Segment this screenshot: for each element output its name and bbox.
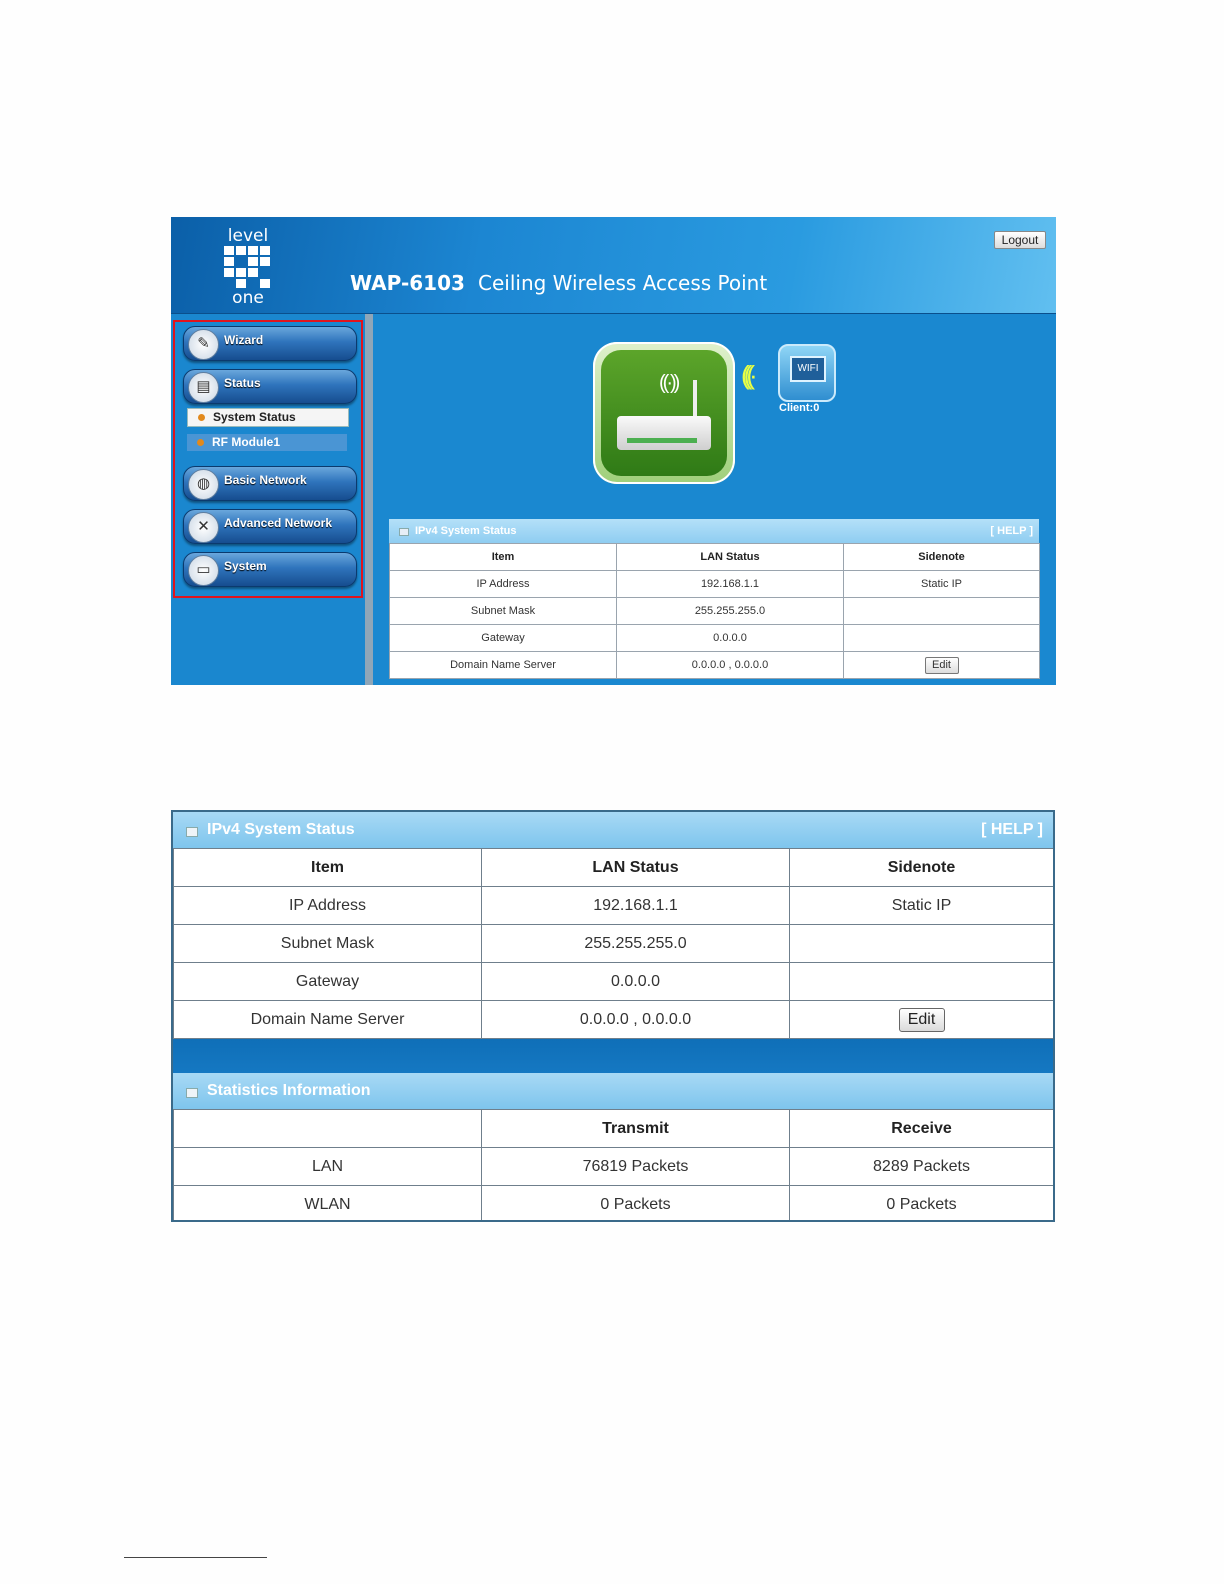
- sidebar-item-system[interactable]: [183, 552, 357, 587]
- help-link[interactable]: [ HELP ]: [981, 821, 1043, 838]
- table-row: [174, 1148, 1054, 1186]
- model-name: WAP-6103: [350, 271, 465, 295]
- table-row: [390, 652, 1040, 679]
- table-row: [390, 598, 1040, 625]
- table-header-row: [174, 1110, 1054, 1148]
- table-cell: 0 Packets: [790, 1186, 1054, 1223]
- bullet-icon: [197, 439, 204, 446]
- sidebar: [171, 314, 373, 685]
- logo-grid: [224, 246, 272, 288]
- ipv4-status-panel-mini: [389, 519, 1039, 679]
- router-admin-screenshot: [171, 217, 1056, 685]
- wifi-label: WIFI: [790, 356, 826, 382]
- table-row: [174, 887, 1054, 925]
- ipv4-panel-header: [173, 812, 1053, 848]
- panel-title: IPv4 System Status: [207, 821, 355, 838]
- column-header: Item: [174, 849, 482, 887]
- table-row: [174, 1001, 1054, 1039]
- table-header-row: [174, 849, 1054, 887]
- column-header: Sidenote: [844, 544, 1040, 571]
- table-cell: Subnet Mask: [174, 925, 482, 963]
- table-row: [390, 571, 1040, 598]
- computer-icon: ▭: [188, 555, 219, 586]
- sidebar-item-status[interactable]: [183, 369, 357, 404]
- table-cell: Static IP: [844, 571, 1040, 598]
- column-header: Sidenote: [790, 849, 1054, 887]
- table-cell: 0 Packets: [482, 1186, 790, 1223]
- wand-icon: ✎: [188, 329, 219, 360]
- bullet-icon: [198, 414, 205, 421]
- table-row: [390, 625, 1040, 652]
- table-cell: 255.255.255.0: [617, 598, 844, 625]
- signal-icon: (((·: [741, 360, 752, 390]
- edit-dns-button[interactable]: Edit: [925, 657, 959, 674]
- router-device-icon[interactable]: [593, 342, 735, 484]
- submenu-system-status[interactable]: [187, 408, 349, 427]
- chart-icon: ▤: [188, 372, 219, 403]
- logo-text-bottom: one: [232, 288, 264, 308]
- panel-header: [389, 519, 1039, 543]
- logo-text-top: level: [227, 226, 269, 246]
- table-cell: 76819 Packets: [482, 1148, 790, 1186]
- sidebar-item-label: Status: [224, 376, 261, 390]
- table-cell: IP Address: [174, 887, 482, 925]
- table-cell: 0.0.0.0: [617, 625, 844, 652]
- table-cell: [790, 963, 1054, 1001]
- main-content: [373, 314, 1056, 685]
- table-cell: 255.255.255.0: [482, 925, 790, 963]
- table-cell: 0.0.0.0: [482, 963, 790, 1001]
- column-header: LAN Status: [617, 544, 844, 571]
- table-cell: [790, 1001, 1054, 1039]
- help-link[interactable]: [ HELP ]: [990, 525, 1033, 537]
- panel-title: Statistics Information: [207, 1082, 371, 1099]
- levelone-logo: [223, 226, 273, 308]
- sidebar-item-basic-network[interactable]: [183, 466, 357, 501]
- table-cell: [844, 625, 1040, 652]
- product-name: Ceiling Wireless Access Point: [478, 271, 768, 295]
- column-header: Transmit: [482, 1110, 790, 1148]
- submenu-rf-module1[interactable]: [187, 434, 347, 451]
- table-cell: Gateway: [174, 963, 482, 1001]
- panel-icon: [186, 827, 198, 837]
- table-cell: [844, 652, 1040, 679]
- submenu-label: RF Module1: [212, 435, 280, 449]
- table-cell: [844, 598, 1040, 625]
- statistics-panel-header: [173, 1073, 1053, 1109]
- edit-dns-button[interactable]: Edit: [899, 1008, 945, 1032]
- broadcast-icon: ((·)): [659, 372, 678, 394]
- submenu-label: System Status: [213, 410, 296, 424]
- wifi-client-icon[interactable]: [778, 344, 836, 402]
- table-cell: WLAN: [174, 1186, 482, 1223]
- client-count: Client:0: [779, 402, 820, 414]
- table-cell: 8289 Packets: [790, 1148, 1054, 1186]
- sidebar-item-label: Basic Network: [224, 473, 307, 487]
- sidebar-item-label: Wizard: [224, 333, 264, 347]
- panel-icon: [186, 1088, 198, 1098]
- table-cell: 0.0.0.0 , 0.0.0.0: [617, 652, 844, 679]
- panel-title: IPv4 System Status: [415, 525, 517, 537]
- column-header: [174, 1110, 482, 1148]
- tools-icon: ✕: [188, 512, 219, 543]
- table-cell: 192.168.1.1: [482, 887, 790, 925]
- table-row: [174, 1186, 1054, 1223]
- sidebar-item-wizard[interactable]: [183, 326, 357, 361]
- table-header-row: [390, 544, 1040, 571]
- column-header: LAN Status: [482, 849, 790, 887]
- table-row: [174, 925, 1054, 963]
- header-banner: [171, 217, 1056, 315]
- column-header: Receive: [790, 1110, 1054, 1148]
- statistics-table: [173, 1109, 1054, 1222]
- table-cell: Static IP: [790, 887, 1054, 925]
- table-cell: 192.168.1.1: [617, 571, 844, 598]
- table-cell: 0.0.0.0 , 0.0.0.0: [482, 1001, 790, 1039]
- section-divider: [173, 1039, 1053, 1073]
- table-cell: Subnet Mask: [390, 598, 617, 625]
- logout-button[interactable]: Logout: [994, 231, 1046, 249]
- table-cell: Domain Name Server: [174, 1001, 482, 1039]
- panel-icon: [399, 528, 409, 536]
- ipv4-status-table: [389, 543, 1040, 679]
- table-cell: [790, 925, 1054, 963]
- sidebar-item-label: System: [224, 559, 267, 573]
- table-cell: Domain Name Server: [390, 652, 617, 679]
- column-header: Item: [390, 544, 617, 571]
- ipv4-status-table: [173, 848, 1054, 1039]
- table-row: [174, 963, 1054, 1001]
- globe-icon: ◍: [188, 469, 219, 500]
- table-cell: IP Address: [390, 571, 617, 598]
- footnote-rule: [124, 1557, 267, 1558]
- table-cell: Gateway: [390, 625, 617, 652]
- status-detail-screenshot: [171, 810, 1055, 1222]
- table-cell: LAN: [174, 1148, 482, 1186]
- sidebar-item-label: Advanced Network: [224, 516, 333, 530]
- sidebar-item-advanced-network[interactable]: [183, 509, 357, 544]
